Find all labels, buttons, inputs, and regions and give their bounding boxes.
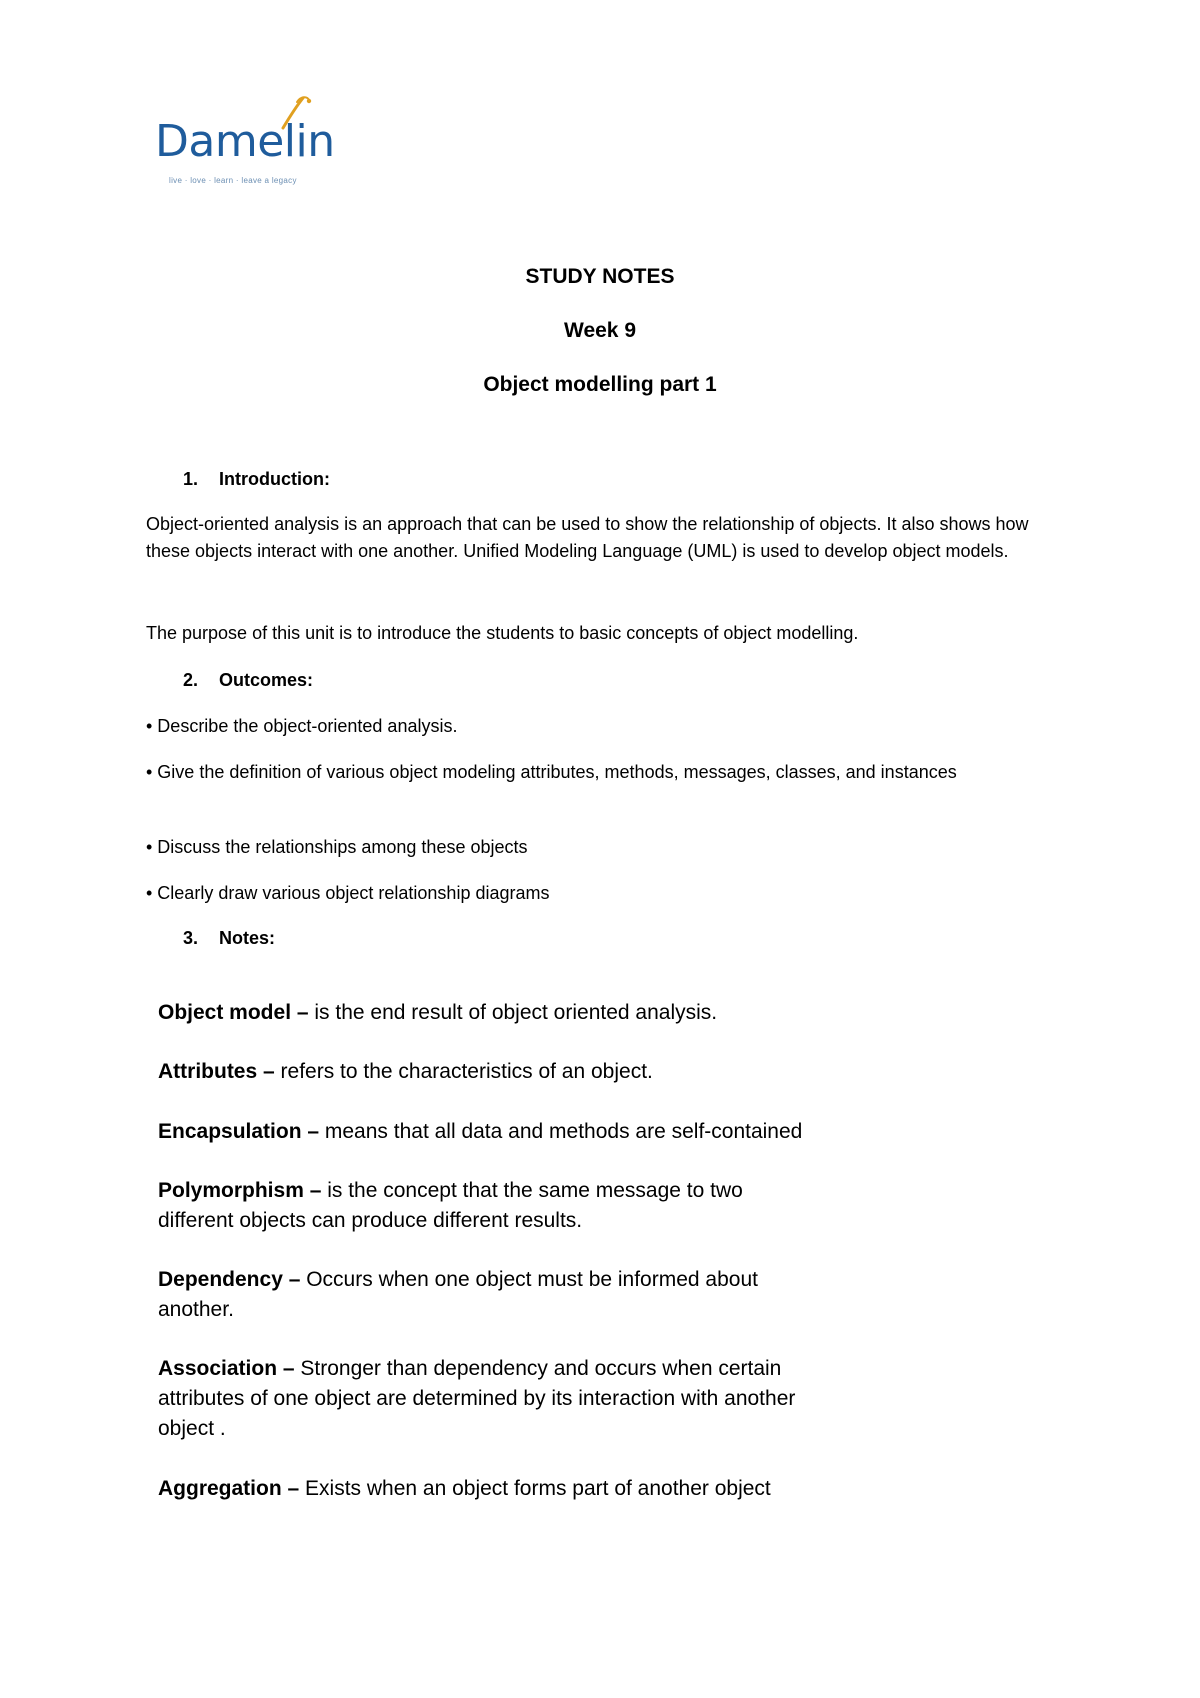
intro-paragraph: Object-oriented analysis is an approach that can be used to show the relationship of objects. It also shows how these objects interact with one another. Unified Modeling Language (UML) is used to develop object models. — [146, 514, 1029, 561]
note-object-model — [158, 998, 858, 1028]
note-association — [158, 1354, 818, 1444]
outcome-item: • Give the definition of various object modeling attributes, methods, messages, classes, and instances — [146, 762, 957, 782]
document-title: STUDY NOTES — [525, 265, 675, 288]
outcome-item: • Clearly draw various object relationship diagrams — [146, 883, 550, 903]
heading-introduction — [183, 470, 330, 488]
week-label: Week 9 — [564, 319, 636, 342]
section-heading: Notes: — [219, 928, 276, 948]
note-definition: means that all data and methods are self-contained — [319, 1120, 803, 1143]
note-attributes — [158, 1057, 858, 1087]
note-term: Association – — [158, 1357, 295, 1380]
note-definition: Stronger than dependency and occurs when certain attributes of one object are determined by its interaction with another object . — [158, 1357, 796, 1440]
topic-title: Object modelling part 1 — [483, 373, 717, 396]
note-term: Attributes – — [158, 1060, 275, 1083]
heading-outcomes — [183, 671, 313, 689]
section-number: 2. — [183, 670, 199, 690]
note-definition: refers to the characteristics of an object. — [274, 1060, 653, 1083]
purpose-paragraph: The purpose of this unit is to introduce the students to basic concepts of object modelling. — [146, 623, 859, 643]
note-definition: is the end result of object oriented analysis. — [308, 1001, 718, 1024]
note-term: Encapsulation – — [158, 1120, 320, 1143]
note-encapsulation — [158, 1117, 858, 1147]
damelin-logo — [155, 92, 345, 187]
section-heading: Introduction: — [219, 469, 330, 489]
note-definition: is the concept that the same message to two different objects can produce different results. — [158, 1179, 743, 1232]
note-definition: Exists when an object forms part of another object — [299, 1477, 771, 1500]
note-dependency — [158, 1265, 798, 1325]
note-term: Polymorphism – — [158, 1179, 322, 1202]
note-term: Object model – — [158, 1001, 309, 1024]
outcome-item: • Describe the object-oriented analysis. — [146, 716, 458, 736]
section-heading: Outcomes: — [219, 670, 314, 690]
heading-notes — [183, 929, 275, 947]
logo-tagline: live · love · learn · leave a legacy — [169, 176, 297, 185]
note-term: Aggregation – — [158, 1477, 300, 1500]
outcome-item: • Discuss the relationships among these objects — [146, 837, 528, 857]
section-number: 3. — [183, 928, 199, 948]
note-polymorphism — [158, 1176, 778, 1236]
note-aggregation — [158, 1474, 858, 1504]
section-number: 1. — [183, 469, 199, 489]
note-definition: Occurs when one object must be informed about another. — [158, 1268, 758, 1321]
logo-wordmark: Damelin — [155, 116, 335, 167]
note-term: Dependency – — [158, 1268, 301, 1291]
